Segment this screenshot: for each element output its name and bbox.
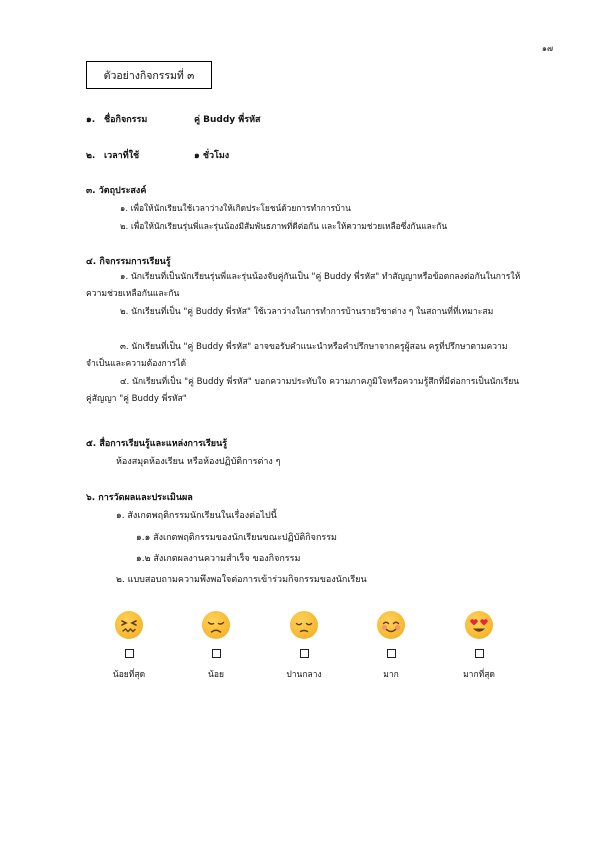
procedure-item: ๓. นักเรียนที่เป็น "คู่ Buddy พี่รหัส" อาจขอรับคำแนะนำหรือคำปรึกษาจากครูผู้สอน ครูที่ปรึกษาตามความจำเป็นและความต้องการได้ xyxy=(86,342,508,369)
rating-label-highest: มากที่สุด xyxy=(463,670,495,680)
rating-label-medium: ปานกลาง xyxy=(286,670,322,680)
evaluation-sub1-item: ๑.๒ สังเกตผลงานความสำเร็จ ของกิจกรรม xyxy=(136,554,301,564)
activity-name-value: คู่ Buddy พี่รหัส xyxy=(194,115,261,125)
rating-checkbox-low[interactable] xyxy=(212,649,221,658)
media-text: ห้องสมุดห้องเรียน หรือห้องปฏิบัติการต่าง ๆ xyxy=(116,457,281,467)
rating-checkbox-high[interactable] xyxy=(387,649,396,658)
heart-eyes-face-icon xyxy=(465,611,493,639)
page-title: ตัวอย่างกิจกรรมที่ ๓ xyxy=(86,61,212,89)
rating-checkbox-highest[interactable] xyxy=(475,649,484,658)
evaluation-sub1-item: ๑.๑ สังเกตพฤติกรรมของนักเรียนขณะปฏิบัติกิจกรรม xyxy=(136,533,337,543)
evaluation-heading: ๖. การวัดผลและประเมินผล xyxy=(86,493,193,503)
procedure-item: ๑. นักเรียนที่เป็นนักเรียนรุ่นพี่และรุ่นน้องจับคู่กันเป็น "คู่ Buddy พี่รหัส" ทำสัญญาหรือข้อตกลงต่อกันในการให้ความช่วยเหลือกันและกัน xyxy=(86,272,521,299)
rating-label-low: น้อย xyxy=(208,670,224,680)
rating-label-high: มาก xyxy=(383,670,399,680)
rating-checkbox-medium[interactable] xyxy=(300,649,309,658)
evaluation-sub2: ๒. แบบสอบถามความพึงพอใจต่อการเข้าร่วมกิจกรรมของนักเรียน xyxy=(116,575,367,585)
media-heading: ๕. สื่อการเรียนรู้และแหล่งการเรียนรู้ xyxy=(86,439,228,449)
time-used-label: เวลาที่ใช้ xyxy=(104,151,140,161)
page-number: ๑๗ xyxy=(541,44,553,53)
objective-item: ๒. เพื่อให้นักเรียนรุ่นพี่และรุ่นน้องมีสัมพันธภาพที่ดีต่อกัน และให้ความช่วยเหลือซึ่งกันและกัน xyxy=(120,221,448,231)
objective-item: ๑. เพื่อให้นักเรียนใช้เวลาว่างให้เกิดประโยชน์ด้วยการทำการบ้าน xyxy=(120,203,351,213)
procedure-item: ๔. นักเรียนที่เป็น "คู่ Buddy พี่รหัส" บอกความประทับใจ ความภาคภูมิใจหรือความรู้สึกที่มีต่อการเป็นนักเรียนคู่สัญญา "คู่ Buddy พี่รหัส" xyxy=(86,377,520,404)
smiling-face-icon xyxy=(377,611,405,639)
objectives-heading: ๓. วัตถุประสงค์ xyxy=(86,186,147,196)
time-used-value: ๑ ชั่วโมง xyxy=(194,151,230,161)
time-used-number: ๒. xyxy=(86,151,96,161)
pensive-face-icon xyxy=(290,611,318,639)
disappointed-face-icon xyxy=(202,611,230,639)
rating-label-least: น้อยที่สุด xyxy=(112,670,146,680)
procedure-item: ๒. นักเรียนที่เป็น "คู่ Buddy พี่รหัส" ใช้เวลาว่างในการทำการบ้านรายวิชาต่าง ๆ ในสถานที่ที่เหมาะสม xyxy=(120,307,494,317)
activity-name-label: ชื่อกิจกรรม xyxy=(104,115,148,125)
procedure-heading: ๔. กิจกรรมการเรียนรู้ xyxy=(86,257,171,267)
rating-checkbox-least[interactable] xyxy=(125,649,134,658)
confounded-face-icon xyxy=(115,611,143,639)
activity-name-number: ๑. xyxy=(86,115,96,125)
evaluation-sub1: ๑. สังเกตพฤติกรรมนักเรียนในเรื่องต่อไปนี้ xyxy=(116,511,277,521)
